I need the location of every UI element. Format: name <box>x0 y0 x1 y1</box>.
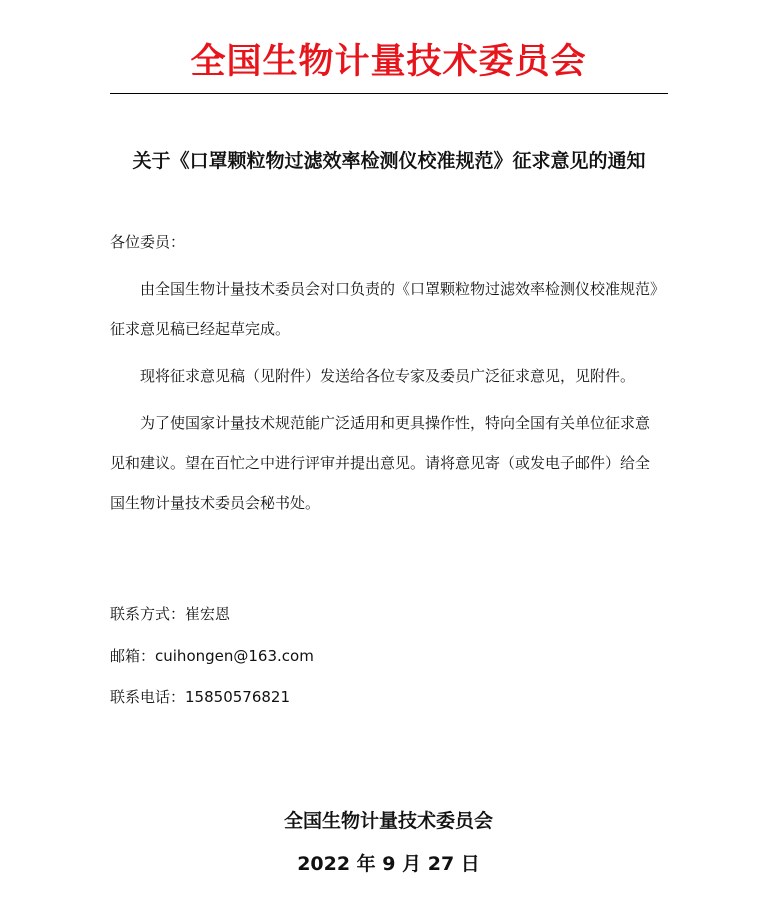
header-divider <box>110 93 668 94</box>
salutation: 各位委员： <box>110 233 186 251</box>
body-paragraph: 为了使国家计量技术规范能广泛适用和更具操作性，特向全国有关单位征求意见和建议。望在百忙之中进行评审并提出意见。请将意见寄（或发电子邮件）给全国生物计量技术委员会秘书处。 <box>110 414 651 512</box>
contact-person-name: 崔宏恩 <box>185 605 231 623</box>
contact-phone-line <box>110 684 290 710</box>
contact-email-value: cuihongen@163.com <box>155 647 314 665</box>
signature-org: 全国生物计量技术委员会 <box>283 810 493 832</box>
contact-person-line <box>110 601 230 627</box>
contact-phone-value: 15850576821 <box>185 688 290 706</box>
signature-date: 2022 年 9 月 27 日 <box>297 853 480 875</box>
contact-email-line <box>110 643 314 669</box>
letterhead-title: 全国生物计量技术委员会 <box>190 42 587 82</box>
contact-phone-label: 联系电话： <box>110 688 186 706</box>
contact-email-label: 邮箱： <box>110 647 156 665</box>
body-paragraph: 现将征求意见稿（见附件）发送给各位专家及委员广泛征求意见，见附件。 <box>140 367 636 385</box>
notice-title: 关于《口罩颗粒物过滤效率检测仪校准规范》征求意见的通知 <box>132 150 646 172</box>
notice-body <box>110 269 658 530</box>
contact-person-label: 联系方式： <box>110 605 186 623</box>
body-paragraph: 由全国生物计量技术委员会对口负责的《口罩颗粒物过滤效率检测仪校准规范》征求意见稿已经起草完成。 <box>110 280 658 338</box>
